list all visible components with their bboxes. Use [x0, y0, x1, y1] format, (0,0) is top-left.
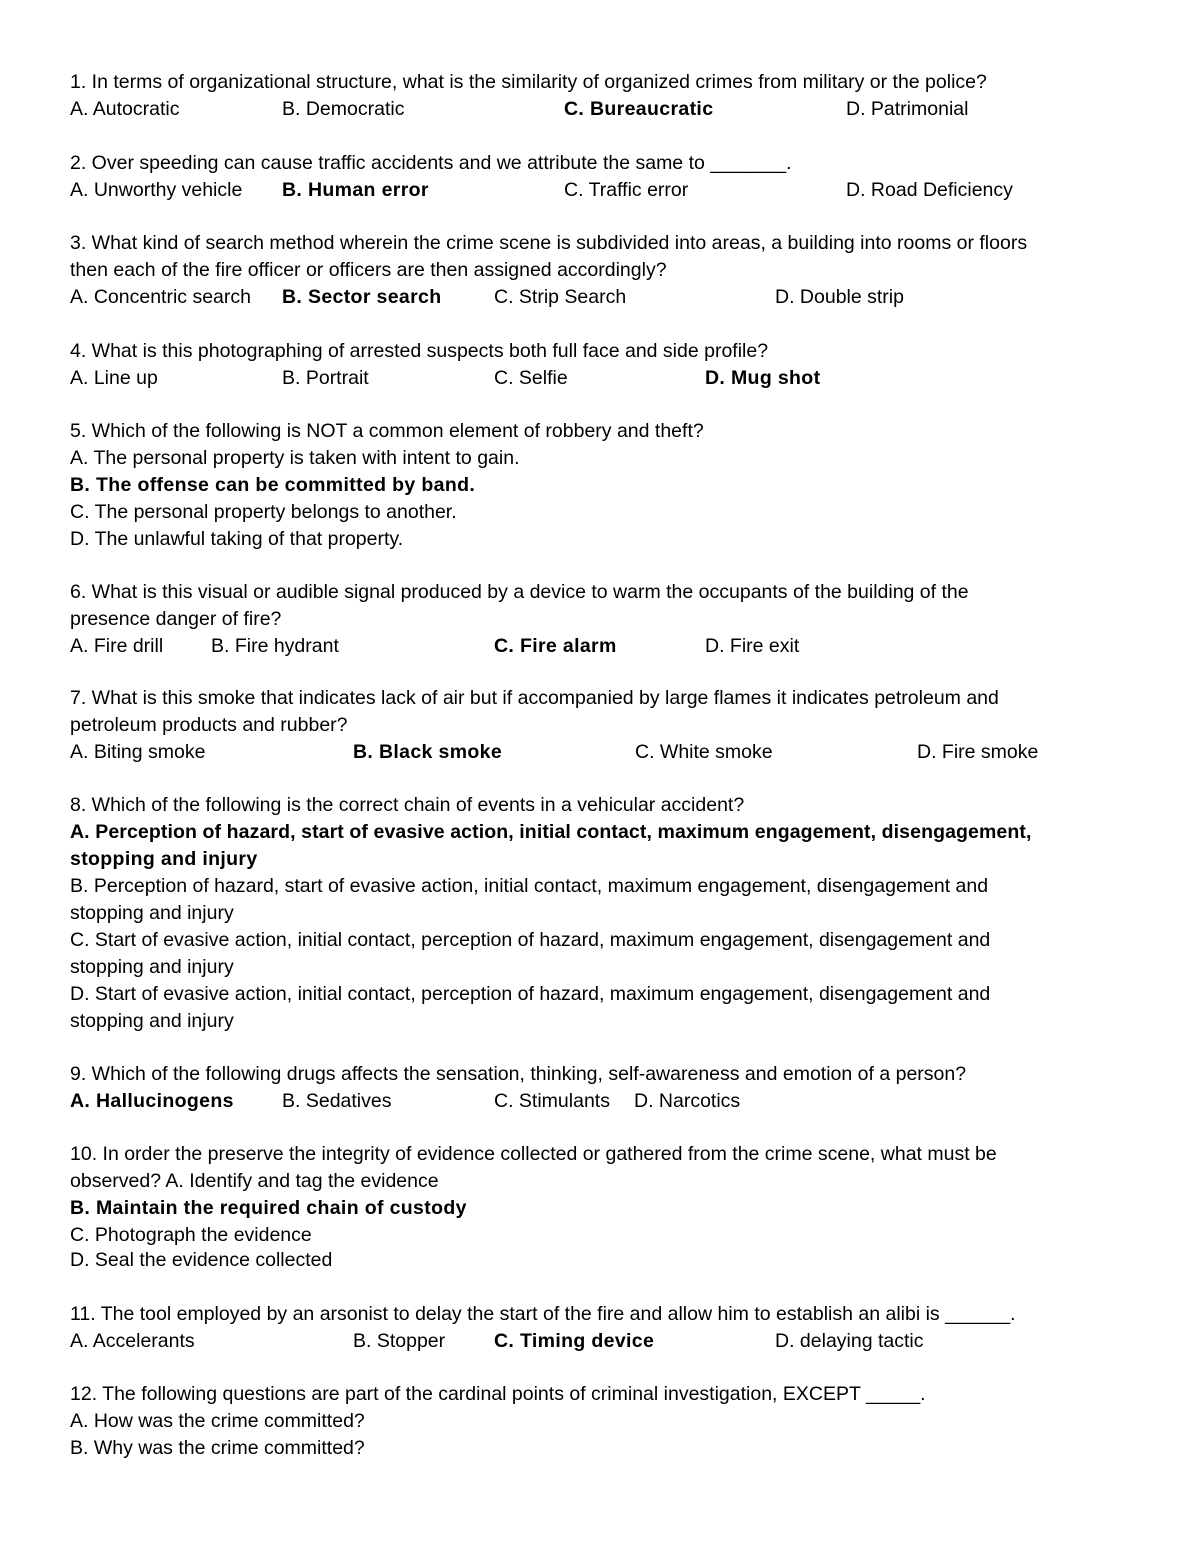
- question-7-option-c: C. White smoke: [635, 741, 773, 763]
- question-11-option-a: A. Accelerants: [70, 1330, 195, 1352]
- question-8-option-d-line-1: D. Start of evasive action, initial contact, perception of hazard, maximum engagement, disengagement and: [70, 983, 991, 1005]
- question-8-option-a-answer-line-2: stopping and injury: [70, 848, 258, 870]
- question-2-option-a: A. Unworthy vehicle: [70, 179, 243, 201]
- question-3-stem-line-2: then each of the fire officer or officers are then assigned accordingly?: [70, 259, 667, 281]
- question-2-option-b-answer: B. Human error: [282, 179, 429, 201]
- question-4-option-d-answer: D. Mug shot: [705, 367, 821, 389]
- question-4-option-a: A. Line up: [70, 367, 158, 389]
- question-5-option-c: C. The personal property belongs to another.: [70, 501, 457, 523]
- question-2-stem: 2. Over speeding can cause traffic accidents and we attribute the same to _______.: [70, 152, 792, 174]
- question-8-option-a-answer-line-1: A. Perception of hazard, start of evasive action, initial contact, maximum engagement, disengagement,: [70, 821, 1032, 843]
- question-6-option-c-answer: C. Fire alarm: [494, 635, 617, 657]
- question-4-option-b: B. Portrait: [282, 367, 369, 389]
- question-3-option-c: C. Strip Search: [494, 286, 627, 308]
- question-7-option-d: D. Fire smoke: [917, 741, 1039, 763]
- question-6-stem-line-1: 6. What is this visual or audible signal produced by a device to warm the occupants of the building of the: [70, 581, 969, 603]
- question-3-option-b-answer: B. Sector search: [282, 286, 442, 308]
- question-10-option-d: D. Seal the evidence collected: [70, 1249, 333, 1271]
- question-11-stem: 11. The tool employed by an arsonist to delay the start of the fire and allow him to establish an alibi is ______.: [70, 1303, 1016, 1325]
- question-11-option-c-answer: C. Timing device: [494, 1330, 655, 1352]
- question-11-option-d: D. delaying tactic: [775, 1330, 924, 1352]
- question-5-option-a: A. The personal property is taken with intent to gain.: [70, 447, 520, 469]
- question-6-option-a: A. Fire drill: [70, 635, 164, 657]
- question-12-option-a: A. How was the crime committed?: [70, 1410, 365, 1432]
- question-10-stem-line-1: 10. In order the preserve the integrity of evidence collected or gathered from the crime scene, what must be: [70, 1143, 997, 1165]
- question-8-stem: 8. Which of the following is the correct chain of events in a vehicular accident?: [70, 794, 745, 816]
- question-8-option-b-line-1: B. Perception of hazard, start of evasive action, initial contact, maximum engagement, disengagement and: [70, 875, 989, 897]
- question-11-option-b: B. Stopper: [353, 1330, 446, 1352]
- question-1-option-a: A. Autocratic: [70, 98, 180, 120]
- question-9-option-d: D. Narcotics: [634, 1090, 741, 1112]
- question-2-option-c: C. Traffic error: [564, 179, 689, 201]
- question-1-option-d: D. Patrimonial: [846, 98, 969, 120]
- question-5-option-d: D. The unlawful taking of that property.: [70, 528, 404, 550]
- question-7-stem-line-2: petroleum products and rubber?: [70, 714, 348, 736]
- question-3-stem-line-1: 3. What kind of search method wherein the crime scene is subdivided into areas, a building into rooms or floors: [70, 232, 1028, 254]
- question-10-stem-line-2: observed? A. Identify and tag the evidence: [70, 1170, 439, 1192]
- question-4-stem: 4. What is this photographing of arrested suspects both full face and side profile?: [70, 340, 769, 362]
- question-9-option-c: C. Stimulants: [494, 1090, 610, 1112]
- question-9-option-a-answer: A. Hallucinogens: [70, 1090, 234, 1112]
- question-8-option-c-line-2: stopping and injury: [70, 956, 234, 978]
- question-6-stem-line-2: presence danger of fire?: [70, 608, 282, 630]
- question-10-option-b-answer: B. Maintain the required chain of custody: [70, 1197, 467, 1219]
- question-6-option-d: D. Fire exit: [705, 635, 800, 657]
- question-1-stem: 1. In terms of organizational structure, what is the similarity of organized crimes from military or the police?: [70, 71, 987, 93]
- question-5-option-b-answer: B. The offense can be committed by band.: [70, 474, 476, 496]
- question-8-option-d-line-2: stopping and injury: [70, 1010, 234, 1032]
- question-3-option-a: A. Concentric search: [70, 286, 251, 308]
- question-7-option-a: A. Biting smoke: [70, 741, 206, 763]
- question-3-option-d: D. Double strip: [775, 286, 904, 308]
- question-9-option-b: B. Sedatives: [282, 1090, 392, 1112]
- question-12-option-b: B. Why was the crime committed?: [70, 1437, 365, 1459]
- question-2-option-d: D. Road Deficiency: [846, 179, 1013, 201]
- question-4-option-c: C. Selfie: [494, 367, 568, 389]
- question-6-option-b: B. Fire hydrant: [211, 635, 339, 657]
- question-7-option-b-answer: B. Black smoke: [353, 741, 503, 763]
- question-10-option-c: C. Photograph the evidence: [70, 1224, 312, 1246]
- question-12-stem: 12. The following questions are part of the cardinal points of criminal investigation, EXCEPT _____.: [70, 1383, 926, 1405]
- question-1-option-b: B. Democratic: [282, 98, 405, 120]
- question-8-option-c-line-1: C. Start of evasive action, initial contact, perception of hazard, maximum engagement, disengagement and: [70, 929, 991, 951]
- question-5-stem: 5. Which of the following is NOT a common element of robbery and theft?: [70, 420, 704, 442]
- question-7-stem-line-1: 7. What is this smoke that indicates lack of air but if accompanied by large flames it indicates petroleum and: [70, 687, 999, 709]
- question-9-stem: 9. Which of the following drugs affects the sensation, thinking, self-awareness and emotion of a person?: [70, 1063, 967, 1085]
- question-1-option-c-answer: C. Bureaucratic: [564, 98, 714, 120]
- question-8-option-b-line-2: stopping and injury: [70, 902, 234, 924]
